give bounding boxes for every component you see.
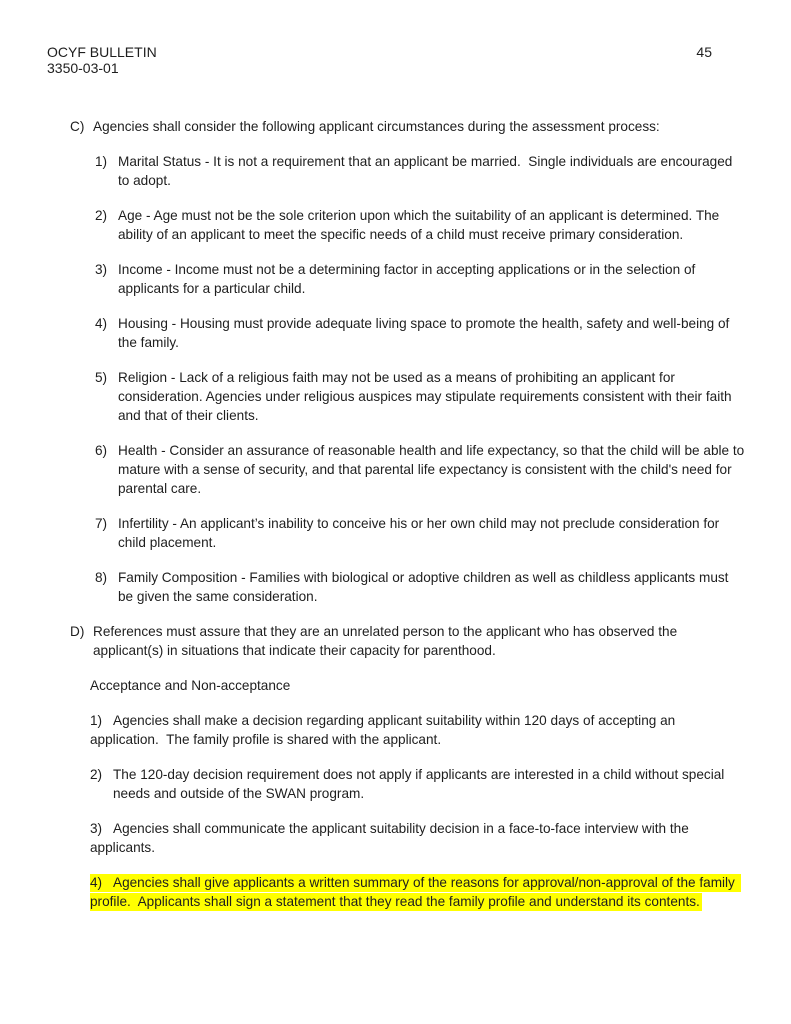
- list-item-decision-120-days: [90, 711, 746, 749]
- subheading-acceptance: Acceptance and Non-acceptance: [90, 678, 291, 693]
- list-item-marker: 7): [95, 516, 108, 531]
- list-item-infertility: [95, 514, 746, 552]
- section-d-text: References must assure that they are an unrelated person to the applicant who has observed the applicant(s) in situations that indicate their capacity for parenthood.: [93, 624, 681, 658]
- list-item-marker: 5): [95, 370, 108, 385]
- list-item-marker: 3): [90, 821, 103, 836]
- list-item-marker: 3): [95, 262, 108, 277]
- list-item-marker: 2): [90, 767, 103, 782]
- list-item-face-to-face: [90, 819, 746, 857]
- list-item-text: Infertility - An applicant’s inability to conceive his or her own child may not preclude consideration for child placement.: [118, 516, 723, 550]
- list-item-marker: 8): [95, 570, 108, 585]
- list-item-text: Income - Income must not be a determining factor in accepting applications or in the selection of applicants for a particular child.: [118, 262, 700, 296]
- list-item-religion: [95, 368, 746, 425]
- section-d-marker: D): [70, 624, 85, 639]
- list-item-text: Family Composition - Families with biological or adoptive children as well as childless applicants must be given the same consideration.: [118, 570, 733, 604]
- list-item-text: Religion - Lack of a religious faith may not be used as a means of prohibiting an applicant for consideration. Agencies under religious auspices may stipulate requirements consistent with their faith and that of their clients.: [118, 370, 736, 423]
- list-item-text: The 120-day decision requirement does not apply if applicants are interested in a child without special needs and outside of the SWAN program.: [113, 767, 729, 801]
- page-header: [0, 0, 791, 76]
- list-item-text: Housing - Housing must provide adequate living space to promote the health, safety and well-being of the family.: [118, 316, 734, 350]
- page-number: 45: [696, 44, 712, 60]
- list-item-120-day-exception: [90, 765, 746, 803]
- section-c-paragraph: [70, 117, 746, 136]
- list-item-income: [95, 260, 746, 298]
- list-item-marker: 1): [95, 154, 108, 169]
- list-item-marker: 4): [95, 316, 108, 331]
- list-item-text: Age - Age must not be the sole criterion upon which the suitability of an applicant is determined. The ability of an applicant to meet the specific needs of a child must receive primary consideration.: [118, 208, 724, 242]
- list-item-text: Agencies shall make a decision regarding applicant suitability within 120 days of accepting an application. The family profile is shared with the applicant.: [90, 713, 679, 747]
- list-item-marker: 1): [90, 713, 103, 728]
- list-item-text: Agencies shall communicate the applicant suitability decision in a face-to-face interview with the applicants.: [90, 821, 693, 855]
- list-item-written-summary-highlighted: [90, 873, 746, 911]
- highlight: [90, 874, 741, 911]
- document-number: 3350-03-01: [47, 59, 119, 76]
- list-item-text: Agencies shall give applicants a written summary of the reasons for approval/non-approval of the family profile. Applicants shall sign a statement that they read the family profile and understand its contents.: [90, 875, 739, 909]
- list-item-marker: 4): [90, 875, 103, 890]
- list-item-health: [95, 441, 746, 498]
- list-item-marker: 6): [95, 443, 108, 458]
- document-title: OCYF BULLETIN: [47, 44, 157, 60]
- list-item-family-composition: [95, 568, 746, 606]
- list-item-text: Health - Consider an assurance of reasonable health and life expectancy, so that the child will be able to mature with a sense of security, and that parental life expectancy is consistent with the child's need for parental care.: [118, 443, 748, 496]
- list-item-text: Marital Status - It is not a requirement that an applicant be married. Single individuals are encouraged to adopt.: [118, 154, 737, 188]
- list-item-marital-status: [95, 152, 746, 190]
- list-item-marker: 2): [95, 208, 108, 223]
- list-item-age: [95, 206, 746, 244]
- header-left: [47, 45, 157, 76]
- section-c-marker: C): [70, 119, 85, 134]
- section-d-paragraph: [70, 622, 746, 660]
- list-item-housing: [95, 314, 746, 352]
- section-c-text: Agencies shall consider the following applicant circumstances during the assessment process:: [93, 119, 660, 134]
- document-body: [70, 117, 746, 911]
